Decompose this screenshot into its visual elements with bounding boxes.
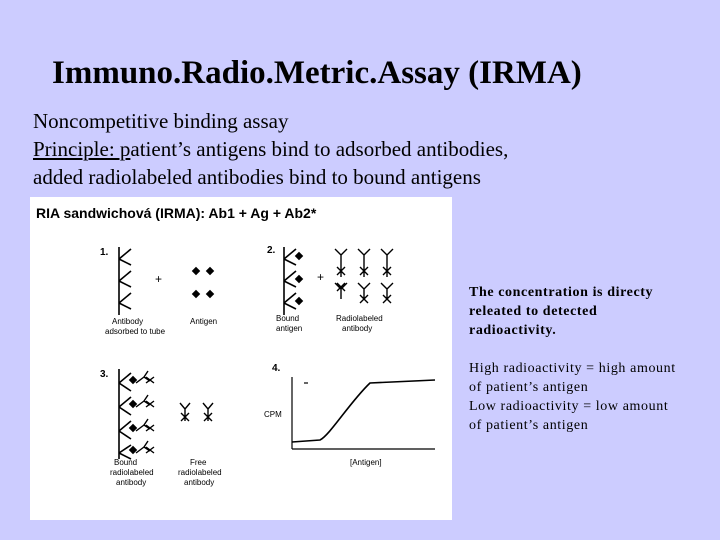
label-antibody-3: antibody [116,478,147,487]
label-antibody-adsorbed [105,317,166,336]
label-adsorbed-to-tube: adsorbed to tube [105,327,166,336]
antigen-axis-label: [Antigen] [350,458,382,467]
bound-antigens-step2 [295,252,303,305]
label-free: Free [190,458,207,467]
label-bound-radiolabeled [110,458,156,487]
cpm-chart [264,377,435,467]
plus-step2: + [317,270,325,284]
note-line-1: High radioactivity = high amount [469,361,676,376]
step-4-number: 4. [272,363,281,374]
slide-title: Immuno.Radio.Metric.Assay (IRMA) [52,55,582,91]
step-3-number: 3. [100,369,109,380]
explanation-note [469,283,709,435]
label-antibody-2: antibody [342,324,373,333]
note-line-4: of patient’s antigen [469,418,589,433]
step-2-number: 2. [267,245,276,256]
cpm-curve [292,380,435,442]
label-radiolabeled: Radiolabeled [336,314,383,323]
cpm-axis-label: CPM [264,410,282,419]
tube-wall-step2 [284,247,296,315]
tube-wall-step1 [119,247,131,315]
label-antigen: Antigen [190,317,218,326]
label-bound-antigen [276,314,302,333]
note-bold-line-2: releated to detected [469,304,598,319]
label-radiolabeled-antibody [336,314,385,333]
plus-step1: + [155,272,163,286]
step-1-number: 1. [100,247,109,258]
label-radiolabeled-free: radiolabeled [178,468,222,477]
note-bold-line-3: radioactivity. [469,323,557,338]
principle-continuation: added radiolabeled antibodies bind to bound antigens [33,165,481,189]
principle-text: atient’s antigens bind to adsorbed antibodies, [130,137,509,161]
bound-complexes-step3 [129,371,154,454]
label-antigen-bound: antigen [276,324,303,333]
free-antibodies-step3 [180,403,213,421]
label-free-radiolabeled [178,458,224,487]
principle-label: Principle: p [33,137,131,161]
note-line-2: of patient’s antigen [469,380,589,395]
slide-body [33,107,508,191]
figure-heading: RIA sandwichová (IRMA): Ab1 + Ag + Ab2* [36,205,317,221]
note-bold-line-1: The concentration is directy [469,285,654,300]
irma-diagram-figure [30,197,452,520]
principle-line [33,135,508,163]
radiolabeled-antibodies-step2 [335,249,393,303]
assay-type-line: Noncompetitive binding assay [33,109,289,133]
note-spacer [469,340,709,359]
tube-wall-step3 [119,369,131,459]
note-line-3: Low radioactivity = low amount [469,399,669,414]
antigens-step1 [192,267,214,298]
label-antibody: Antibody [112,317,144,326]
label-radiolabeled-3: radiolabeled [110,468,154,477]
label-antibody-free: antibody [184,478,215,487]
label-bound-3: Bound [114,458,138,467]
label-bound: Bound [276,314,300,323]
